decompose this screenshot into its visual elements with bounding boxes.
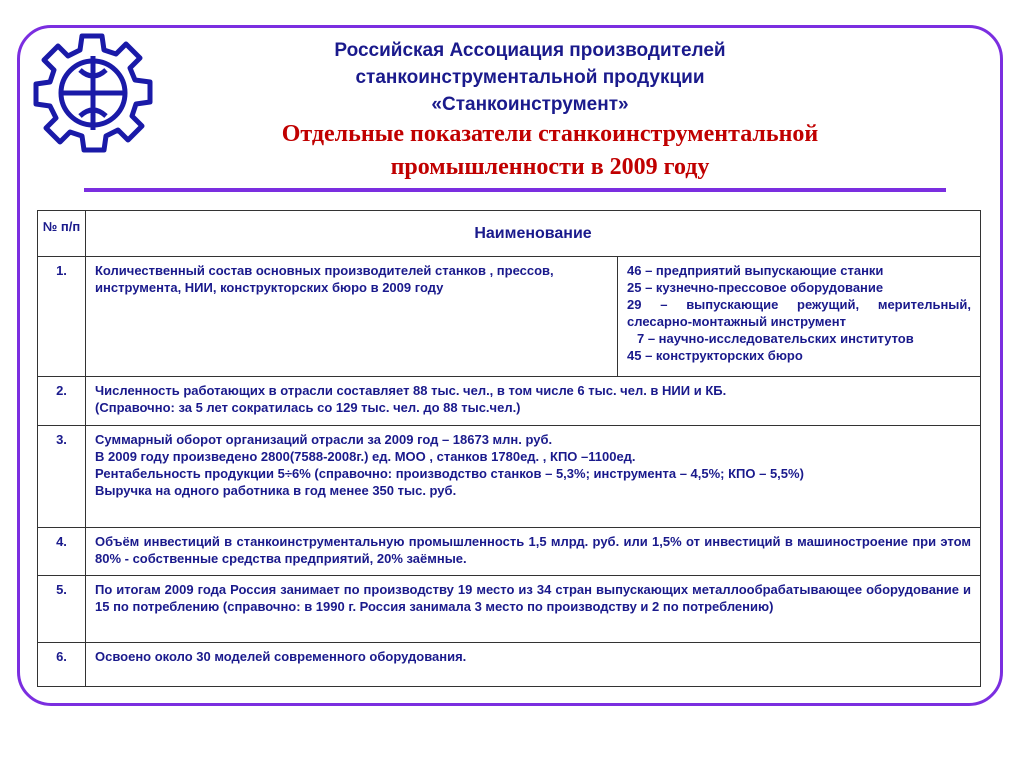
row-text — [86, 377, 981, 426]
row-line: В 2009 году произведено 2800(7588-2008г.) ед. МОО , станков 1780ед. , КПО –1100ед. — [95, 449, 636, 464]
row-text — [86, 426, 981, 528]
detail-line: 7 – научно-исследовательских институтов — [637, 331, 914, 346]
org-line: «Станкоинструмент» — [431, 94, 629, 115]
detail-line: 46 – предприятий выпускающие станки — [627, 263, 884, 278]
table-row — [38, 426, 981, 528]
table-row — [38, 377, 981, 426]
table-row — [38, 643, 981, 687]
row-text: Объём инвестиций в станкоинструментальную промышленность 1,5 млрд. руб. или 1,5% от инвестиций в машиностроение при этом 80% - собственные средства предприятий, 20% заёмные. — [86, 528, 981, 576]
row-text: Количественный состав основных производителей станков , прессов, инструмента, НИИ, конструкторских бюро в 2009 году — [86, 257, 618, 377]
table-row — [38, 257, 981, 377]
row-line: Численность работающих в отрасли составляет 88 тыс. чел., в том числе 6 тыс. чел. в НИИ и КБ. — [95, 383, 727, 398]
row-line: Выручка на одного работника в год менее 350 тыс. руб. — [95, 483, 457, 498]
table-header-row — [38, 211, 981, 257]
title-line: промышленности в 2009 году — [390, 154, 710, 180]
row-number: 1. — [38, 257, 86, 377]
row-line: (Справочно: за 5 лет сократилась со 129 тыс. чел. до 88 тыс.чел.) — [95, 400, 521, 415]
detail-line: 45 – конструкторских бюро — [627, 348, 803, 363]
table-row — [38, 576, 981, 643]
org-line: Российская Ассоциация производителей — [334, 40, 726, 61]
column-header-number: № п/п — [38, 211, 86, 257]
column-header-name: Наименование — [86, 211, 981, 257]
row-details — [618, 257, 981, 377]
detail-line: 25 – кузнечно-прессовое оборудование — [627, 280, 884, 295]
divider — [84, 188, 946, 192]
row-line: Суммарный оборот организаций отрасли за 2009 год – 18673 млн. руб. — [95, 432, 553, 447]
gear-emblem-icon — [22, 30, 162, 170]
detail-line: 29 – выпускающие режущий, мерительный, слесарно-монтажный инструмент — [627, 297, 972, 329]
organization-name — [200, 37, 860, 118]
indicators-table — [37, 210, 981, 687]
row-number: 4. — [38, 528, 86, 576]
org-line: станкоинструментальной продукции — [355, 67, 705, 88]
row-text: Освоено около 30 моделей современного оборудования. — [86, 643, 981, 687]
row-number: 2. — [38, 377, 86, 426]
row-number: 6. — [38, 643, 86, 687]
row-text: По итогам 2009 года Россия занимает по производству 19 место из 34 стран выпускающих металлообрабатывающее оборудование и 15 по потреблению (справочно: в 1990 г. Россия занимала 3 место по производству и 2 по потреблению) — [86, 576, 981, 643]
row-number: 3. — [38, 426, 86, 528]
row-line: Рентабельность продукции 5÷6% (справочно: производство станков – 5,3%; инструмента – 4,5%; КПО – 5,5%) — [95, 466, 804, 481]
row-number: 5. — [38, 576, 86, 643]
title-line: Отдельные показатели станкоинструментальной — [281, 121, 819, 147]
page-title — [180, 118, 920, 184]
table-row — [38, 528, 981, 576]
